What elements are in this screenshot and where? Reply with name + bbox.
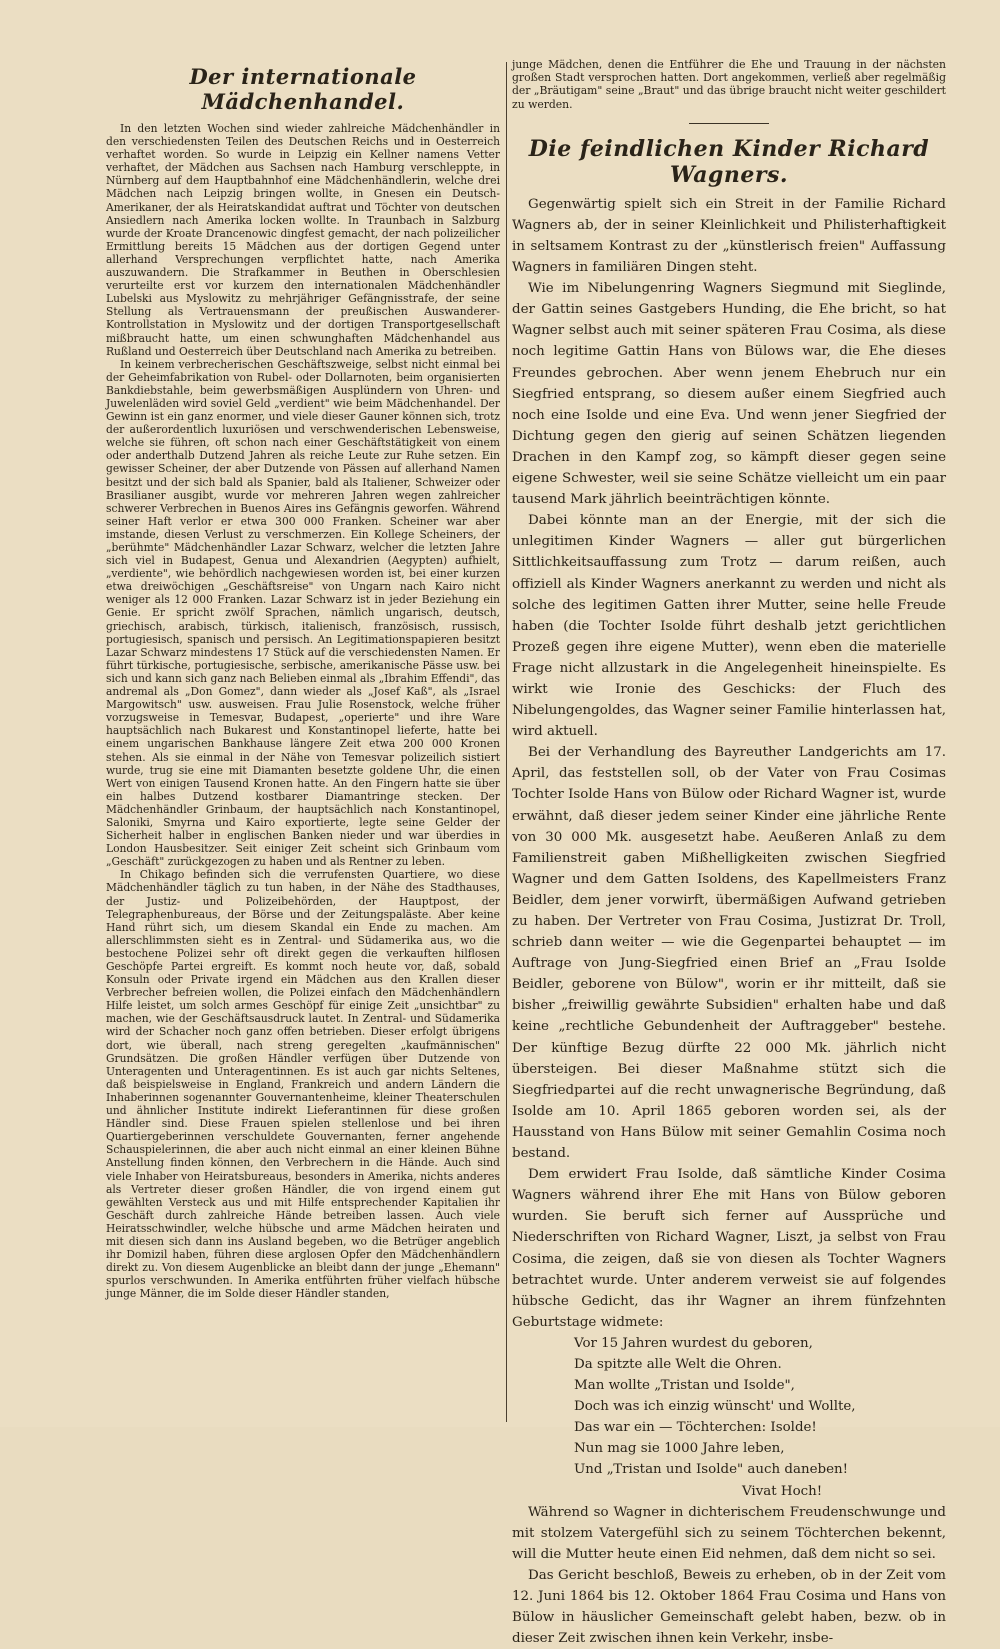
- article-title-maedchenhandel: Der internationale Mädchenhandel.: [189, 64, 417, 114]
- paragraph: Wie im Nibelungenring Wagners Siegmund mit Sieglinde, der Gattin seines Gastgebers Hunding, die Ehe bricht, so hat Wagner selbst auch mit seiner späteren Frau Cosima, als diese noch legitime Gattin Hans von Bülows war, die Ehe dieses Freundes gebrochen. Aber wenn jenem Ehebruch nur ein Siegfried entsprang, so diesem außer einem Siegfried auch noch eine Isolde und eine Eva. Und wenn jener Siegfried der Dichtung gegen den gierig auf seinen Schätzen liegenden Drachen in den Kampf zog, so kämpft dieser gegen seine eigene Schwester, weil sie seine Schätze vielleicht um ein paar tausend Mark jährlich beeinträchtigen könnte.: [512, 281, 946, 508]
- poem-signoff: Vivat Hoch!: [742, 1483, 823, 1499]
- column-divider: [506, 62, 507, 1422]
- poem-line: Vor 15 Jahren wurdest du geboren,: [574, 1335, 813, 1351]
- paragraph: In keinem verbrecherischen Geschäftszweige, selbst nicht einmal bei der Geheimfabrikation von Rubel- oder Dollarnoten, beim organisierten Bankdiebstahle, beim gewerbsmäßigen Ausplündern von Uhren- und Juwelenläden wird soviel Geld „verdient" wie beim Mädchenhandel. Der Gewinn ist ein ganz enormer, und viele dieser Gauner können sich, trotz der außerordentlich luxuriösen und verschwenderischen Lebensweise, welche sie führen, oft schon nach einer Geschäftstätigkeit von einem oder anderthalb Dutzend Jahren als reiche Leute zur Ruhe setzen. Ein gewisser Scheiner, der aber Dutzende von Pässen auf allerhand Namen besitzt und der sich bald als Spanier, bald als Italiener, Schweizer oder Brasilianer ausgibt, wurde vor mehreren Jahren wegen zahlreicher schwerer Verbrechen in Buenos Aires ins Gefängnis geworfen. Während seiner Haft verlor er etwa 300 000 Franken. Scheiner war aber imstande, diesen Verlust zu verschmerzen. Ein Kollege Scheiners, der „berühmte" Mädchenhändler Lazar Schwarz, welcher die letzten Jahre sich viel in Budapest, Genua und Alexandrien (Aegypten) aufhielt, „verdiente", wie behördlich nachgewiesen worden ist, bei einer kurzen etwa dreiwöchigen „Geschäftsreise" von Ungarn nach Kairo nicht weniger als 12 000 Franken. Lazar Schwarz ist in jeder Beziehung ein Genie. Er spricht zwölf Sprachen, nämlich ungarisch, deutsch, griechisch, arabisch, türkisch, italienisch, französisch, russisch, portugiesisch, spanisch und persisch. An Legitimationspapieren besitzt Lazar Schwarz mindestens 17 Stück auf die verschiedensten Namen. Er führt türkische, portugiesische, serbische, amerikanische Pässe usw. bei sich und kann sich ganz nach Belieben einmal als „Ibrahim Effendi", das andremal als „Don Gomez", dann wieder als „Josef Kaß", als „Israel Margowitsch" usw. ausweisen. Frau Julie Rosenstock, welche früher vorzugsweise in Temesvar, Budapest, „operierte" und ihre Ware hauptsächlich nach Bukarest und Konstantinopel lieferte, hatte bei einem ungarischen Bankhause längere Zeit etwa 200 000 Kronen stehen. Als sie einmal in der Nähe von Temesvar polizeilich sistiert wurde, trug sie eine mit Diamanten besetzte goldene Uhr, die einen Wert von einigen Tausend Kronen hatte. An den Fingern hatte sie über ein halbes Dutzend kostbarer Diamantringe stecken. Der Mädchenhändler Grinbaum, der hauptsächlich nach Konstantinopel, Saloniki, Smyrna und Kairo exportierte, legte seine Gelder der Sicherheit halber in englischen Banken nieder und war überdies in London Hausbesitzer. Seit einiger Zeit scheint sich Grinbaum vom „Geschäft" zurückgezogen zu haben und als Rentner zu leben.: [106, 357, 500, 869]
- poem-line: Nun mag sie 1000 Jahre leben,: [574, 1441, 785, 1457]
- paragraph: In den letzten Wochen sind wieder zahlreiche Mädchenhändler in den verschiedensten Teilen des Deutschen Reichs und in Oesterreich verhaftet worden. So wurde in Leipzig ein Kellner namens Vetter verhaftet, der Mädchen aus Sachsen nach Hamburg verschleppte, in Nürnberg auf dem Hauptbahnhof eine Mädchenhändlerin, welche drei Mädchen nach Leipzig bringen wollte, in Gnesen ein Deutsch-Amerikaner, der als Heiratskandidat auftrat und Töchter von deutschen Ansiedlern nach Amerika locken wollte. In Traunbach in Salzburg wurde der Kroate Drancenowic dingfest gemacht, der nach polizeilicher Ermittlung bereits 15 Mädchen aus der dortigen Gegend unter allerhand Versprechungen verpflichtet hatte, nach Amerika auszuwandern. Die Strafkammer in Beuthen in Oberschlesien verurteilte erst vor kurzem den internationalen Mädchenhändler Lubelski aus Myslowitz zu mehrjähriger Gefängnisstrafe, der seine Stellung als Vertrauensmann der preußischen Auswanderer-Kontrollstation in Myslowitz und der dortigen Transportgesellschaft mißbraucht hatte, um einen schwunghaften Mädchenhandel aus Rußland und Oesterreich über Deutschland nach Amerika zu betreiben.: [106, 122, 500, 358]
- poem-line: Und „Tristan und Isolde" auch daneben!: [574, 1462, 849, 1478]
- paragraph: Bei der Verhandlung des Bayreuther Landgerichts am 17. April, das feststellen soll, ob der Vater von Frau Cosimas Tochter Isolde Hans von Bülow oder Richard Wagner ist, wurde erwähnt, daß dieser jedem seiner Kinder eine jährliche Rente von 30 000 Mk. ausgesetzt habe. Aeußeren Anlaß zu dem Familienstreit gaben Mißhelligkeiten zwischen Siegfried Wagner und dem Gatten Isoldens, des Kapellmeisters Franz Beidler, dem jener vorwirft, übermäßigen Aufwand getrieben zu haben. Der Vertreter von Frau Cosima, Justizrat Dr. Troll, schrieb dann weiter — wie die Gegenpartei behauptet — im Auftrage von Jung-Siegfried einen Brief an „Frau Isolde Beidler, geborene von Bülow", worin er ihr mitteilt, daß sie bisher „freiwillig gewährte Subsidien" erhalten habe und daß keine „rechtliche Gebundenheit der Auftraggeber" bestehe. Der künftige Bezug dürfte 22 000 Mk. jährlich nicht übersteigen. Bei dieser Maßnahme stützt sich die Siegfriedpartei auf die recht unwagnerische Begründung, daß Isolde am 10. April 1865 geboren worden sei, als der Hausstand von Hans Bülow mit seiner Gemahlin Cosima noch bestand.: [512, 745, 946, 1162]
- right-column: [512, 58, 946, 1647]
- poem-line: Das war ein — Töchterchen: Isolde!: [574, 1420, 817, 1436]
- poem-line: Doch was ich einzig wünscht' und Wollte,: [574, 1399, 856, 1415]
- article-body-maedchenhandel: [106, 122, 500, 1300]
- article-continuation: [512, 58, 946, 111]
- paragraph: Das Gericht beschloß, Beweis zu erheben, ob in der Zeit vom 12. Juni 1864 bis 12. Oktober 1864 Frau Cosima und Hans von Bülow in häuslicher Gemeinschaft gelebt haben, bezw. ob in dieser Zeit zwischen ihnen kein Verkehr, insbe-: [512, 1567, 946, 1647]
- article-body-wagner: [512, 194, 946, 1649]
- article-separator: [689, 123, 769, 124]
- paragraph: Dem erwidert Frau Isolde, daß sämtliche Kinder Cosima Wagners während ihrer Ehe mit Hans von Bülow geboren wurden. Sie beruft sich ferner auf Aussprüche und Niederschriften von Richard Wagner, Liszt, ja selbst von Frau Cosima, die zeigen, daß sie von diesen als Tochter Wagners betrachtet wurde. Unter anderem verweist sie auf folgendes hübsche Gedicht, das ihr Wagner an ihrem fünfzehnten Geburtstage widmete:: [512, 1167, 946, 1330]
- left-column: [106, 58, 500, 1426]
- paragraph: Während so Wagner in dichterischem Freudenschwunge und mit stolzem Vatergefühl sich zu seinem Töchterchen bekennt, will die Mutter heute einen Eid nehmen, daß dem nicht so sei.: [512, 1504, 946, 1562]
- paragraph: Gegenwärtig spielt sich ein Streit in der Familie Richard Wagners ab, der in seiner Kleinlichkeit und Philisterhaftigkeit in seltsamem Kontrast zu der „künstlerisch freien" Auffassung Wagners in familiären Dingen steht.: [512, 196, 946, 276]
- poem-line: Da spitzte alle Welt die Ohren.: [574, 1356, 782, 1372]
- poem: [574, 1333, 946, 1502]
- paragraph: In Chikago befinden sich die verrufensten Quartiere, wo diese Mädchenhändler täglich zu tun haben, in der Nähe des Stadthauses, der Justiz- und Polizeibehörden, der Hauptpost, der Telegraphenbureaus, der Börse und der Zeitungspaläste. Aber keine Hand rührt sich, um diesem Skandal ein Ende zu machen. Am allerschlimmsten sieht es in Zentral- und Südamerika aus, wo die bestochene Polizei sehr oft direkt gegen die verkauften hilflosen Geschöpfe Partei ergreift. Es kommt noch heute vor, daß, sobald Konsuln oder Private irgend ein Mädchen aus den Krallen dieser Verbrecher befreien wollen, die Polizei einfach den Mädchenhändlern Hilfe leistet, um solch armes Geschöpf für einige Zeit „unsichtbar" zu machen, wie der Geschäftsausdruck lautet. In Zentral- und Südamerika wird der Schacher noch ganz offen betrieben. Dieser erfolgt übrigens dort, wie überall, nach streng geregelten „kaufmännischen" Grundsätzen. Die großen Händler verfügen über Dutzende von Unteragenten und Unteragentinnen. Es ist auch gar nichts Seltenes, daß beispielsweise in England, Frankreich und andern Ländern die Inhaberinnen sogenannter Gouvernantenheime, kleiner Theaterschulen und ähnlicher Institute indirekt Lieferantinnen für diese großen Händler sind. Diese Frauen spielen stellenlose und bei ihren Quartiergeberinnen verschuldete Gouvernanten, ferner angehende Schauspielerinnen, die aber auch nicht einmal an einer kleinen Bühne Anstellung finden können, den Verbrechern in die Hände. Auch sind viele Inhaber von Heiratsbureaus, besonders in Amerika, nichts anderes als Vertreter dieser großen Händler, die von irgend einem gut gewählten Versteck aus und mit Hilfe entsprechender Kapitalien ihr Geschäft durch zahlreiche Hände betreiben lassen. Auch viele Heiratsschwindler, welche hübsche und arme Mädchen heiraten und mit diesen sich dann ins Ausland begeben, wo die Betrüger angeblich ihr Domizil haben, führen diese arglosen Opfer den Mädchenhändlern direkt zu. Von diesem Augenblicke an bleibt dann der junge „Ehemann" spurlos verschwunden. In Amerika entführten früher vielfach hübsche junge Männer, die im Solde dieser Händler standen,: [106, 868, 500, 1301]
- article-title-wagner: Die feindlichen Kinder Richard Wagners.: [528, 135, 930, 188]
- poem-line: Man wollte „Tristan und Isolde",: [574, 1378, 795, 1394]
- continuation-paragraph: junge Mädchen, denen die Entführer die Ehe und Trauung in der nächsten großen Stadt versprochen hatten. Dort angekommen, verließ aber regelmäßig der „Bräutigam" seine „Braut" und das übrige braucht nicht weiter geschildert zu werden.: [512, 58, 946, 111]
- paragraph: Dabei könnte man an der Energie, mit der sich die unlegitimen Kinder Wagners — aller gut bürgerlichen Sittlichkeitsauffassung zum Trotz — darum reißen, auch offiziell als Kinder Wagners anerkannt zu werden und nicht als solche des legitimen Gatten ihrer Mutter, seine helle Freude haben (die Tochter Isolde führt deshalb jetzt gerichtlichen Prozeß gegen ihre eigene Mutter), wenn eben die materielle Frage nicht allzustark in die Angelegenheit hineinspielte. Es wirkt wie Ironie des Geschicks: der Fluch des Nibelungengoldes, das Wagner seiner Familie hinterlassen hat, wird aktuell.: [512, 513, 946, 740]
